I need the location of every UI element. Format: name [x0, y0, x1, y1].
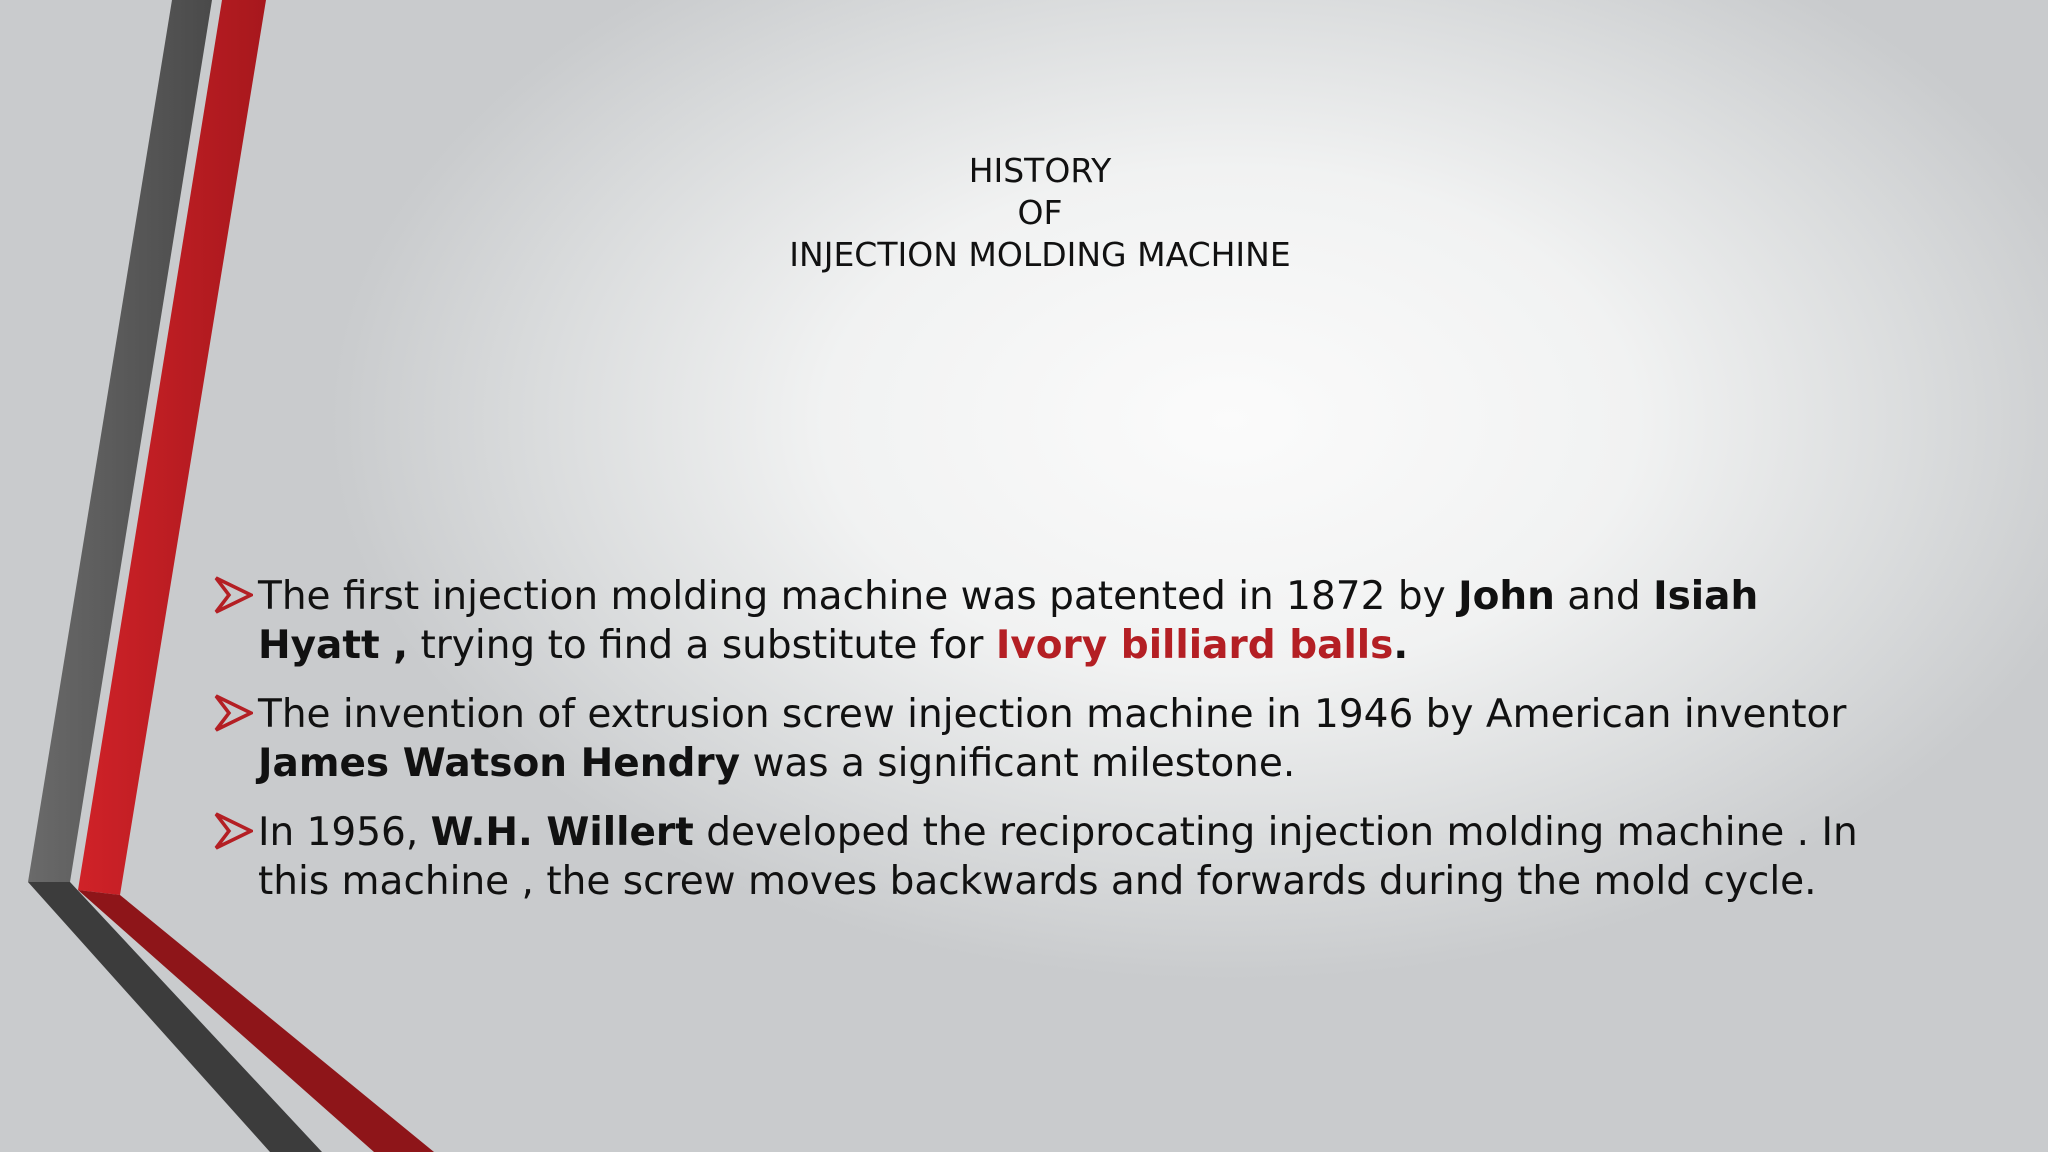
arrowhead-bullet-icon	[213, 575, 253, 615]
bullet-3-text-2: developed the reciprocating injection molding machine . In this machine , the screw moves backwards and forwards during the mold cycle.	[258, 810, 1858, 904]
bullet-1-text-1: The first injection molding machine was patented in 1872 by	[258, 574, 1459, 619]
arrowhead-bullet-icon	[213, 811, 253, 851]
title-line-3: INJECTION MOLDING MACHINE	[789, 235, 1291, 274]
bullet-3-text-1: In 1956,	[258, 810, 431, 855]
bullet-1-text-2: and	[1554, 574, 1654, 619]
bullet-1-name-john: John	[1458, 574, 1555, 619]
bullet-2-text-2: was a significant milestone.	[740, 741, 1296, 786]
bullet-3-name-willert: W.H. Willert	[430, 810, 694, 855]
bullet-2-name-hendry: James Watson Hendry	[258, 741, 741, 786]
bullet-2-text-1: The invention of extrusion screw injection machine in 1946 by American inventor	[258, 692, 1847, 737]
slide-title	[640, 150, 1440, 276]
bullet-item-3	[210, 808, 1890, 906]
bullet-1-name-hyatt: Isiah Hyatt ,	[258, 574, 1759, 668]
bullet-item-1	[210, 572, 1890, 670]
bullet-1-period: .	[1393, 623, 1409, 668]
title-line-2: OF	[1017, 193, 1063, 232]
arrowhead-bullet-icon	[213, 693, 253, 733]
bullet-1-text-3: trying to find a substitute for	[408, 623, 996, 668]
bullet-list	[210, 572, 1890, 926]
bullet-item-2	[210, 690, 1890, 788]
bullet-1-highlight: Ivory billiard balls	[995, 623, 1394, 668]
title-line-1: HISTORY	[968, 151, 1112, 190]
